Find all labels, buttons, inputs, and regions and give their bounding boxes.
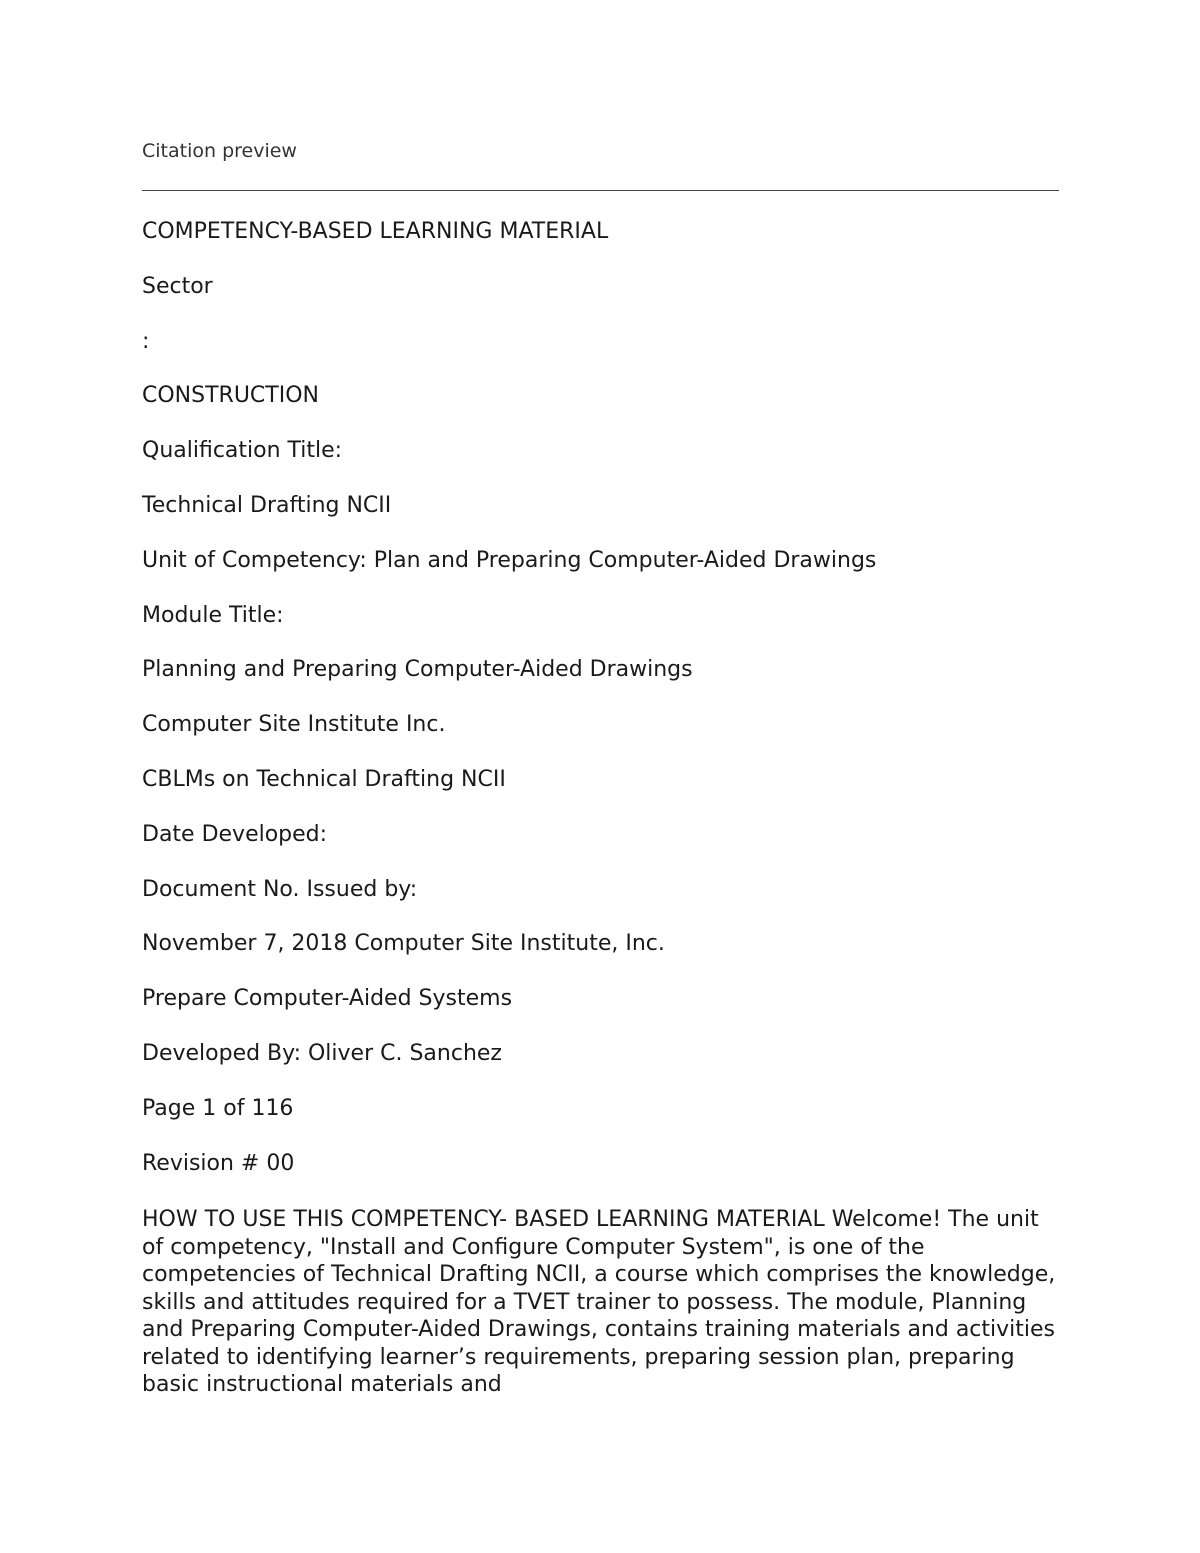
document-lines: [142, 217, 1060, 1203]
module-title-label: Module Title:: [142, 602, 284, 628]
document-title: COMPETENCY-BASED LEARNING MATERIAL: [142, 219, 609, 244]
unit-of-competency: Unit of Competency: Plan and Preparing Computer-Aided Drawings: [142, 547, 877, 573]
page-number: Page 1 of 116: [142, 1095, 294, 1121]
module-title-value: Planning and Preparing Computer-Aided Drawings: [142, 657, 693, 683]
issue-date-and-issuer: November 7, 2018 Computer Site Institute, Inc.: [142, 931, 665, 957]
sector-colon: :: [142, 328, 150, 354]
sector-label: Sector: [142, 273, 213, 299]
date-developed-label: Date Developed:: [142, 821, 328, 847]
divider: [142, 190, 1059, 191]
sector-value: CONSTRUCTION: [142, 383, 319, 409]
developed-by: Developed By: Oliver C. Sanchez: [142, 1040, 502, 1066]
institute-name: Computer Site Institute Inc.: [142, 712, 446, 738]
revision-number: Revision # 00: [142, 1150, 295, 1176]
citation-preview-label: Citation preview: [142, 140, 297, 162]
how-to-use-paragraph: HOW TO USE THIS COMPETENCY- BASED LEARNING MATERIAL Welcome! The unit of competency, "Install and Configure Computer System", is one of the competencies of Technical Drafting NCII, a course which comprises the knowledge, skills and attitudes required for a TVET trainer to possess. The module, Planning and Preparing Computer-Aided Drawings, contains training materials and activities related to identifying learner’s requirements, preparing session plan, preparing basic instructional materials and: [142, 1207, 1056, 1397]
qualification-title-value: Technical Drafting NCII: [142, 492, 392, 518]
prepare-systems-title: Prepare Computer-Aided Systems: [142, 986, 513, 1012]
qualification-title-label: Qualification Title:: [142, 438, 343, 464]
cblm-title: CBLMs on Technical Drafting NCII: [142, 766, 506, 792]
document-number-label: Document No. Issued by:: [142, 876, 418, 902]
